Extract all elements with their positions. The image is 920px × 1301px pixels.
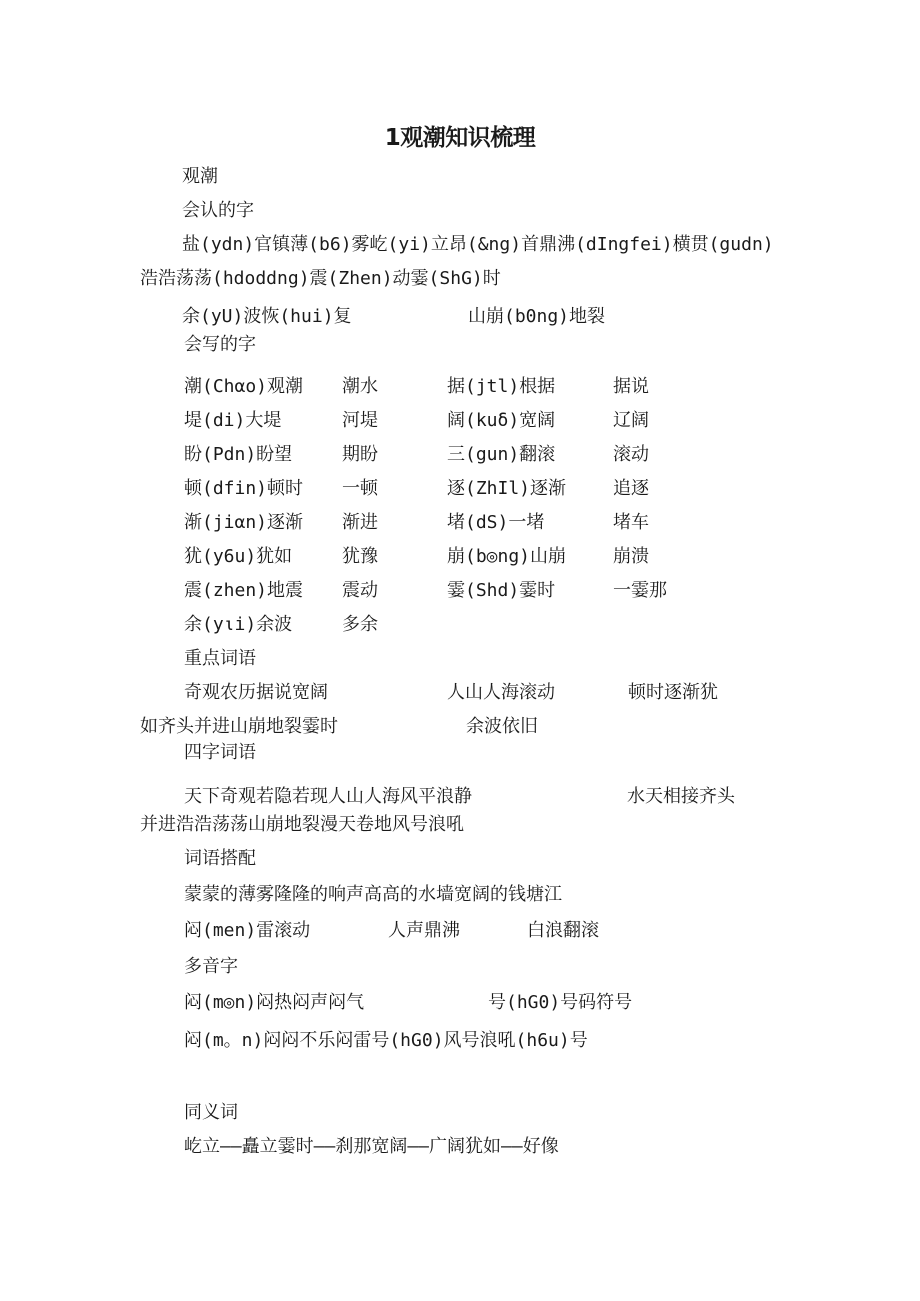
write-cell-r4-c3: 逐(ZhIl)逐渐 [447, 478, 567, 499]
section-heading-keywords: 重点词语 [184, 648, 256, 669]
recognize-line-3b: 山崩(b0ng)地裂 [468, 306, 606, 327]
write-cell-r2-c4: 辽阔 [613, 410, 649, 431]
write-cell-r7-c1: 震(zhen)地震 [184, 580, 304, 601]
write-cell-r3-c4: 滚动 [613, 444, 649, 465]
section-heading-recognize: 会认的字 [182, 200, 254, 221]
synonyms-line-1: 屹立——矗立霎时——刹那宽阔——广阔犹如——好像 [184, 1136, 559, 1157]
write-cell-r2-c1: 堤(di)大堤 [184, 410, 282, 431]
write-cell-r6-c2: 犹豫 [342, 546, 378, 567]
recognize-line-1: 盐(ydn)官镇薄(b6)雾屹(yi)立昂(&ng)首鼎沸(dIngfei)横贯(gudn) [182, 234, 774, 255]
recognize-line-2: 浩浩荡荡(hdoddng)震(Zhen)动霎(ShG)时 [140, 268, 501, 289]
polyphones-line-1b: 号(hG0)号码符号 [488, 992, 633, 1013]
write-cell-r6-c1: 犹(y6u)犹如 [184, 546, 293, 567]
write-cell-r4-c2: 一顿 [342, 478, 378, 499]
polyphones-line-1a: 闷(m◎n)闷热闷声闷气 [184, 992, 365, 1013]
write-cell-r1-c2: 潮水 [342, 376, 378, 397]
write-cell-r5-c1: 渐(jiαn)逐渐 [184, 512, 304, 533]
keywords-line-1c: 顿时逐渐犹 [628, 682, 718, 703]
collocations-line-2c: 白浪翻滚 [527, 920, 599, 941]
recognize-line-3a: 余(yU)波恢(hui)复 [182, 306, 352, 327]
lesson-name: 观潮 [182, 166, 218, 187]
section-heading-polyphones: 多音字 [184, 956, 238, 977]
keywords-line-2b: 余波依旧 [466, 716, 538, 737]
section-heading-synonyms: 同义词 [184, 1102, 238, 1123]
collocations-line-2b: 人声鼎沸 [388, 920, 460, 941]
write-cell-r6-c4: 崩溃 [613, 546, 649, 567]
write-cell-r5-c4: 堵车 [613, 512, 649, 533]
section-heading-write: 会写的字 [184, 334, 256, 355]
write-cell-r3-c2: 期盼 [342, 444, 378, 465]
write-cell-r2-c2: 河堤 [342, 410, 378, 431]
write-cell-r8-c2: 多余 [342, 614, 378, 635]
write-cell-r1-c1: 潮(Chαo)观潮 [184, 376, 304, 397]
write-cell-r2-c3: 阔(kuδ)宽阔 [447, 410, 556, 431]
write-cell-r5-c3: 堵(dS)一堵 [447, 512, 545, 533]
write-cell-r4-c1: 顿(dfin)顿时 [184, 478, 304, 499]
write-cell-r7-c2: 震动 [342, 580, 378, 601]
keywords-line-2a: 如齐头并进山崩地裂霎时 [140, 716, 338, 737]
section-heading-idioms: 四字词语 [184, 742, 256, 763]
keywords-line-1a: 奇观农历据说宽阔 [184, 682, 328, 703]
write-cell-r4-c4: 追逐 [613, 478, 649, 499]
write-cell-r7-c3: 霎(Shd)霎时 [447, 580, 556, 601]
keywords-line-1b: 人山人海滚动 [447, 682, 555, 703]
write-cell-r5-c2: 渐进 [342, 512, 378, 533]
idioms-line-2: 并进浩浩荡荡山崩地裂漫天卷地风号浪吼 [140, 814, 464, 835]
write-cell-r8-c1: 余(yιi)余波 [184, 614, 293, 635]
polyphones-line-2: 闷(m。n)闷闷不乐闷雷号(hG0)风号浪吼(h6u)号 [184, 1030, 588, 1051]
page-title: 1观潮知识梳理 [384, 125, 536, 151]
write-cell-r1-c4: 据说 [613, 376, 649, 397]
section-heading-collocations: 词语搭配 [184, 848, 256, 869]
idioms-line-1a: 天下奇观若隐若现人山人海风平浪静 [184, 786, 472, 807]
collocations-line-2a: 闷(men)雷滚动 [184, 920, 311, 941]
write-cell-r7-c4: 一霎那 [613, 580, 667, 601]
idioms-line-1b: 水天相接齐头 [627, 786, 735, 807]
collocations-line-1: 蒙蒙的薄雾隆隆的响声高高的水墙宽阔的钱塘江 [184, 884, 562, 905]
write-cell-r3-c1: 盼(Pdn)盼望 [184, 444, 293, 465]
write-cell-r1-c3: 据(jtl)根据 [447, 376, 556, 397]
write-cell-r3-c3: 三(gun)翻滚 [447, 444, 556, 465]
write-cell-r6-c3: 崩(b◎ng)山崩 [447, 546, 567, 567]
